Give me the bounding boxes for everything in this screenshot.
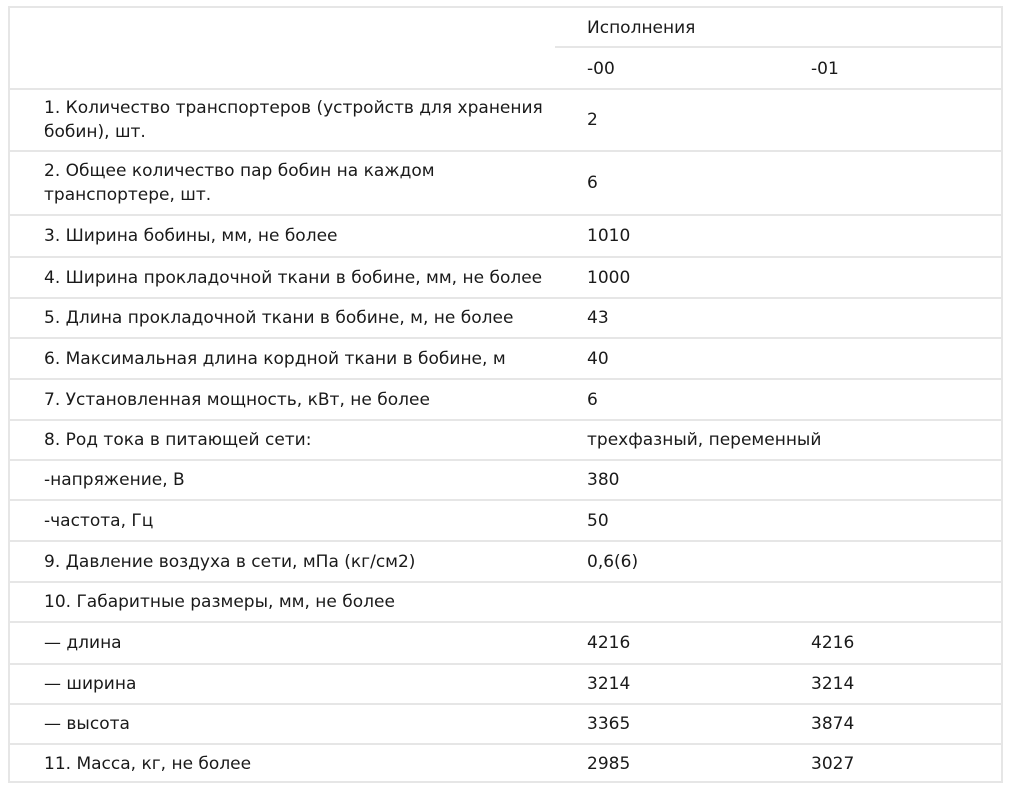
header-versions <box>555 8 1003 47</box>
row-label: 5. Длина прокладочной ткани в бобине, м, не более <box>44 308 514 328</box>
table-row <box>10 459 1003 499</box>
row-value-00: 3214 <box>587 674 631 694</box>
row-label: — длина <box>44 633 122 653</box>
row-value-00: 2 <box>587 110 598 130</box>
table-row <box>10 540 1003 581</box>
row-label: 4. Ширина прокладочной ткани в бобине, мм, не более <box>44 267 543 288</box>
row-label: 7. Установленная мощность, кВт, не более <box>44 389 430 410</box>
row-label: — ширина <box>44 674 137 694</box>
table-row <box>10 337 1003 378</box>
row-value-00: 1010 <box>587 226 631 246</box>
table-row <box>10 378 1003 419</box>
row-label: -напряжение, В <box>44 470 185 490</box>
row-value-01: 4216 <box>811 633 855 653</box>
row-value-00: 4216 <box>587 633 631 653</box>
row-value-00: 1000 <box>587 267 631 288</box>
row-label: 10. Габаритные размеры, мм, не более <box>44 592 395 612</box>
table-row <box>10 663 1003 703</box>
row-value-00: 50 <box>587 510 609 531</box>
row-value-01: 3214 <box>811 674 855 694</box>
table-row <box>10 297 1003 337</box>
row-label: 11. Масса, кг, не более <box>44 754 252 774</box>
row-value-00: 2985 <box>587 754 631 774</box>
table-row <box>10 499 1003 540</box>
row-value-00: 380 <box>587 470 620 490</box>
table-row <box>10 150 1003 214</box>
row-value-00: 6 <box>587 389 598 410</box>
header-col-00: -00 <box>587 59 615 79</box>
table-row <box>10 419 1003 459</box>
row-label: 2. Общее количество пар бобин на каждом транспортере, шт. <box>44 161 435 205</box>
row-value-01: 3874 <box>811 714 855 734</box>
table-row <box>10 743 1003 783</box>
table-row <box>10 621 1003 663</box>
row-value-00: 6 <box>587 173 598 193</box>
header-columns <box>555 48 1003 89</box>
table-row <box>10 88 1003 150</box>
row-label: 6. Максимальная длина кордной ткани в бобине, м <box>44 348 506 369</box>
header-versions-label: Исполнения <box>587 18 696 38</box>
row-label: 1. Количество транспортеров (устройств для хранения бобин), шт. <box>44 98 543 142</box>
table-row <box>10 214 1003 256</box>
row-label: 9. Давление воздуха в сети, мПа (кг/см2) <box>44 551 416 572</box>
spec-table <box>8 6 1003 783</box>
row-value-00: 40 <box>587 348 609 369</box>
row-value-00: 43 <box>587 308 609 328</box>
row-value-00: 0,6(6) <box>587 551 639 572</box>
row-value-01: 3027 <box>811 754 855 774</box>
row-label: -частота, Гц <box>44 510 154 531</box>
table-row <box>10 581 1003 621</box>
row-label: 3. Ширина бобины, мм, не более <box>44 226 338 246</box>
row-value-00: 3365 <box>587 714 631 734</box>
table-row <box>10 256 1003 297</box>
row-label: — высота <box>44 714 130 734</box>
row-label: 8. Род тока в питающей сети: <box>44 430 312 450</box>
row-value-00: трехфазный, переменный <box>587 430 822 450</box>
table-row <box>10 703 1003 743</box>
header-col-01: -01 <box>811 59 839 79</box>
